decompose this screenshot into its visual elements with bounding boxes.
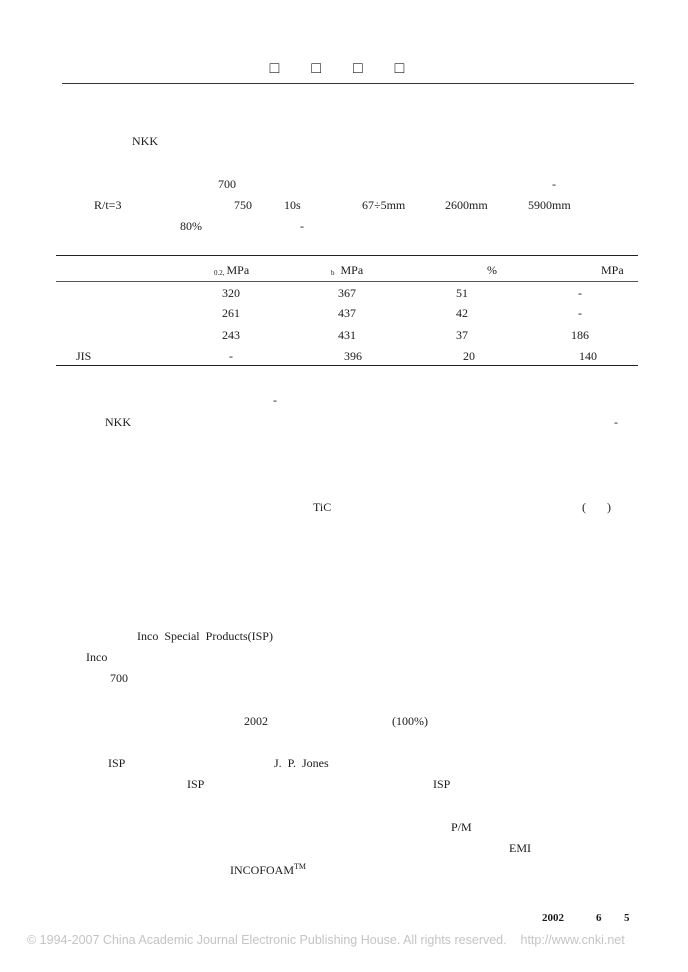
table-cell: 42 [456,306,468,320]
footer-year: 2002 [542,912,564,924]
text-thickness: 67÷5mm [362,198,406,212]
text-bend-ratio: R/t=3 [94,198,122,212]
table-cell: 396 [344,349,362,363]
text-year: 2002 [244,714,268,728]
header-divider [62,83,634,84]
table-cell: 20 [463,349,475,363]
text-dash: - [552,177,556,191]
text-purity: (100%) [392,714,428,728]
copyright-watermark: © 1994-2007 China Academic Journal Electronic Publishing House. All rights reserved. http://www.cnki.net [27,933,625,947]
text-temperature-700: 700 [110,671,128,685]
table-top-rule [56,255,638,256]
text-nkk: NKK [132,134,158,148]
table-cell: 320 [222,286,240,300]
text-isp: ISP [187,777,205,791]
table-cell: 140 [579,349,597,363]
table-cell: 437 [338,306,356,320]
table-cell: - [578,306,582,320]
table-cell: 367 [338,286,356,300]
table-header-tensile-strength: b MPa [331,263,364,277]
text-isp: ISP [108,756,126,770]
table-cell: 431 [338,328,356,342]
text-parentheses: ( ) [582,500,611,514]
text-person-name: J. P. Jones [274,756,329,770]
text-nkk: NKK [105,415,131,429]
text-time: 10s [284,198,301,212]
table-header-fatigue: MPa [601,263,624,277]
text-width: 2600mm [445,198,488,212]
table-row-label: JIS [76,349,92,363]
table-header-elongation: % [487,263,497,277]
text-temperature-700: 700 [218,177,236,191]
text-emi: EMI [509,841,531,855]
table-cell: - [229,349,233,363]
footer-issue: 6 [596,912,602,924]
text-percent: 80% [180,219,202,233]
text-dash: - [300,219,304,233]
text-temperature-750: 750 [234,198,252,212]
text-dash: - [614,415,618,429]
text-pm: P/M [451,820,472,834]
table-cell: 243 [222,328,240,342]
text-incofoam: INCOFOAM™ [230,862,307,877]
text-length: 5900mm [528,198,571,212]
table-header-rule [56,281,638,282]
table-header-yield-strength: 0.2, MPa [214,263,250,277]
table-bottom-rule [56,365,638,366]
table-cell: 37 [456,328,468,342]
table-cell: 261 [222,306,240,320]
text-dash: - [273,393,277,407]
footer-page-number: 5 [624,912,630,924]
text-inco: Inco [86,650,108,664]
table-cell: 51 [456,286,468,300]
text-isp-company: Inco Special Products(ISP) [137,629,273,643]
text-isp: ISP [433,777,451,791]
table-cell: 186 [571,328,589,342]
text-tic: TiC [313,500,332,514]
page-header-title: □ □ □ □ [269,60,419,77]
table-cell: - [578,286,582,300]
